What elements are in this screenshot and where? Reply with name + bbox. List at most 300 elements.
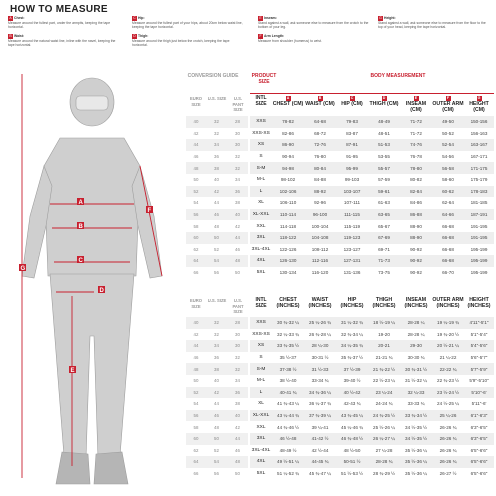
- table-cell: 6'5"-6'6": [464, 456, 494, 468]
- measure-letter-badge: B: [318, 96, 322, 100]
- table-cell: 31 ½-33: [304, 363, 336, 375]
- size-table-in: [250, 317, 494, 479]
- table-cell: 5'10"-6': [464, 387, 494, 399]
- table-cell: 32 ¼-33: [400, 387, 432, 399]
- table-cell: 43 ¾-45 ¼: [336, 410, 368, 422]
- intl-size-cell: XXL: [256, 424, 266, 430]
- table-cell: 118-122: [272, 232, 304, 244]
- table-cell: 26 ¾-28 ¼: [309, 331, 331, 337]
- size-column-header: [464, 96, 494, 113]
- conversion-header: U.S. SIZE: [207, 298, 227, 303]
- table-cell: 28: [227, 317, 248, 329]
- table-cell: 42: [206, 186, 227, 198]
- intl-size-cell: XXS: [250, 317, 272, 329]
- instruction-label: Chest:: [14, 16, 25, 20]
- table-cell: 38: [235, 200, 240, 206]
- table-cell: 32: [227, 363, 248, 375]
- table-cell: 38: [235, 401, 240, 407]
- table-cell: 28 ¾-29 ½: [373, 471, 395, 477]
- table-cell: 32 ¾-34 ¼: [341, 331, 363, 337]
- table-cell: 127-131: [336, 255, 368, 267]
- table-cell: 48: [214, 424, 219, 430]
- table-cell: 45 ¾-47 ¼: [309, 471, 331, 477]
- instruction-letter-badge: A: [9, 16, 12, 20]
- size-column-header: [250, 96, 272, 107]
- table-cell: 49-50: [432, 116, 464, 128]
- table-cell: 66-68: [432, 255, 464, 267]
- column-header: WAIST (CM): [305, 101, 335, 107]
- table-cell: 123-127: [343, 246, 361, 252]
- table-row: [250, 186, 494, 198]
- table-cell: 41-42 ½: [304, 433, 336, 445]
- table-cell: 58: [193, 424, 199, 430]
- intl-size-cell: 5XL: [256, 270, 266, 276]
- table-cell: 42: [193, 331, 199, 337]
- table-cell: 55-57: [368, 162, 400, 174]
- table-cell: 58: [193, 223, 199, 229]
- size-column-header: [272, 298, 304, 309]
- column-header: HEIGHT (CM): [469, 101, 489, 113]
- table-cell: 24 ½-25 ¼: [437, 401, 459, 407]
- measure-letter-badge: F: [446, 96, 450, 100]
- table-cell: 28 ¼-30: [304, 340, 336, 352]
- table-cell: 86-90: [272, 139, 304, 151]
- table-cell: 45 ¼-46 ¾: [341, 424, 363, 430]
- instruction-letter-badge: D: [133, 34, 136, 38]
- column-header: OUTER ARM (INCHES): [432, 297, 464, 309]
- table-cell: 50: [206, 232, 227, 244]
- table-cell: 25 ¼-26: [432, 410, 464, 422]
- table-cell: 19 ¼-19 ¾: [432, 317, 464, 329]
- size-column-header: [304, 96, 336, 108]
- table-row: [250, 128, 494, 140]
- table-cell: 102-106: [272, 186, 304, 198]
- table-cell: 67-69: [368, 232, 400, 244]
- table-cell: 84-86: [410, 200, 422, 206]
- table-row: [250, 116, 494, 128]
- table-cell: 54: [193, 401, 199, 407]
- pants-shape: [50, 274, 134, 458]
- measure-letter-badge: G: [477, 96, 481, 100]
- table-cell: 46: [193, 355, 199, 361]
- instruction-label: Waist:: [14, 34, 25, 38]
- measure-letter-badge: C: [350, 96, 354, 100]
- table-cell: 34: [235, 177, 240, 183]
- table-cell: 66-68: [442, 246, 454, 252]
- table-cell: 34 ¾-36 ¼: [304, 387, 336, 399]
- column-header: THIGH (CM): [369, 101, 399, 107]
- table-cell: 51 ½-53 ½: [341, 471, 363, 477]
- table-row: [250, 352, 494, 364]
- table-cell: 110-114: [272, 209, 304, 221]
- table-row: [250, 421, 494, 433]
- table-cell: 30-31 ½: [311, 355, 329, 361]
- table-cell: 48-49 ½: [279, 447, 297, 453]
- table-cell: 32 ¼-33 ¾: [277, 331, 299, 337]
- table-cell: 171-175: [464, 162, 494, 174]
- table-row: [186, 139, 248, 151]
- size-table-cm: [250, 116, 494, 278]
- table-row: [186, 209, 248, 221]
- table-cell: 59-61: [368, 186, 400, 198]
- size-column-header: [368, 298, 400, 309]
- table-cell: 68-72: [314, 130, 326, 136]
- intl-size-cell: XS: [250, 340, 272, 352]
- table-cell: 195-199: [470, 270, 488, 276]
- table-cell: 72-76: [304, 139, 336, 151]
- table-row: [250, 398, 494, 410]
- size-column-header: [272, 96, 304, 108]
- figure-label-a: A: [78, 200, 83, 206]
- size-column-header: [304, 298, 336, 309]
- instruction-letter-badge: C: [133, 16, 136, 20]
- column-header: INTL SIZE: [255, 297, 267, 309]
- table-cell: 51-53: [368, 139, 400, 151]
- table-cell: 26-26 ¾: [432, 433, 464, 445]
- table-cell: 99-103: [344, 177, 360, 183]
- table-cell: 62-64: [442, 200, 454, 206]
- table-cell: 30-30 ¾: [407, 355, 425, 361]
- table-cell: 63-65: [368, 209, 400, 221]
- table-cell: 33-33 ¾: [407, 401, 425, 407]
- table-row: [186, 128, 248, 140]
- table-row: [186, 329, 248, 341]
- table-row: [186, 387, 248, 399]
- table-cell: 20-21: [368, 340, 400, 352]
- table-row: [250, 232, 494, 244]
- table-cell: 25 ½-26 ¼: [373, 424, 395, 430]
- table-cell: 34 ¼-35 ¾: [336, 340, 368, 352]
- table-row: [186, 398, 248, 410]
- table-row: [250, 363, 494, 375]
- size-column-header: [432, 298, 464, 309]
- table-cell: 82-86: [282, 130, 294, 136]
- header-rule: [250, 93, 494, 94]
- intl-size-cell: 3XL-4XL: [251, 447, 271, 453]
- table-cell: 54: [193, 200, 199, 206]
- intl-size-cell: XXS-XS: [252, 331, 270, 337]
- table-cell: 32: [214, 130, 219, 136]
- conversion-header: EURO SIZE: [189, 96, 203, 107]
- table-cell: 187-191: [464, 209, 494, 221]
- table-cell: 79-83: [336, 116, 368, 128]
- table-cell: 175-179: [470, 177, 488, 183]
- table-cell: 6'1"-6'3": [464, 410, 494, 422]
- table-cell: 111-115: [336, 209, 368, 221]
- table-cell: 19-20: [378, 331, 390, 337]
- intl-size-cell: 3XL: [250, 232, 272, 244]
- table-cell: 71-72: [400, 116, 432, 128]
- measure-letter-badge: D: [382, 96, 386, 100]
- table-row: [186, 433, 248, 445]
- table-cell: 40: [214, 177, 219, 183]
- table-cell: 54: [206, 255, 227, 267]
- table-cell: 90-92: [410, 270, 422, 276]
- table-cell: 26 ¼-27 ¼: [368, 433, 400, 445]
- table-cell: 46: [206, 209, 227, 221]
- table-cell: 5'6"-5'7": [470, 355, 488, 361]
- table-cell: 5'1"-5'4": [470, 331, 488, 337]
- table-cell: 35 ½-36 ¼: [400, 456, 432, 468]
- table-row: [186, 445, 248, 457]
- table-cell: 39-40 ½: [343, 378, 361, 384]
- table-cell: 114-118: [279, 223, 297, 229]
- table-cell: 90-94: [282, 154, 294, 160]
- table-cell: 48-51: [378, 130, 390, 136]
- instruction-letter-badge: E: [259, 16, 262, 20]
- table-cell: 44 ¾-46 ½: [277, 424, 299, 430]
- table-cell: 41 ¾-43 ¼: [277, 401, 299, 407]
- table-cell: 126-130: [272, 255, 304, 267]
- table-cell: 34 ½-35 ½: [405, 424, 427, 430]
- instruction-label: Height:: [384, 16, 396, 20]
- instruction-d: [132, 34, 244, 48]
- table-cell: 191-195: [464, 232, 494, 244]
- instruction-text: Measure around the fullest part of your hips, about 20cm below waist line, keeping the tape horizontal.: [132, 20, 243, 30]
- page-title: HOW TO MEASURE: [10, 4, 108, 15]
- table-cell: 5'4"-5'6": [464, 340, 494, 352]
- table-cell: 66: [193, 471, 199, 477]
- table-cell: 54-56: [442, 154, 454, 160]
- table-cell: 6'3"-6'5": [464, 433, 494, 445]
- table-cell: 64-68: [304, 116, 336, 128]
- table-cell: 66-70: [442, 270, 454, 276]
- table-cell: 44: [186, 139, 206, 151]
- jacket-shape: [44, 138, 140, 276]
- table-cell: 76-78: [410, 154, 422, 160]
- table-cell: 82-84: [400, 186, 432, 198]
- table-cell: 21-21 ¾: [375, 355, 393, 361]
- table-row: [186, 375, 248, 387]
- instruction-letter-badge: G: [379, 16, 382, 20]
- table-cell: 80-82: [410, 177, 422, 183]
- table-cell: 35 ½-37: [279, 355, 297, 361]
- table-cell: 32: [235, 154, 240, 160]
- table-row: [186, 116, 248, 128]
- table-cell: 30: [227, 340, 248, 352]
- table-row: [250, 151, 494, 163]
- table-cell: 94-98: [272, 162, 304, 174]
- intl-size-cell: XXL: [256, 223, 266, 229]
- intl-size-cell: XL: [258, 401, 264, 407]
- table-cell: 27 ¼-28: [375, 447, 393, 453]
- size-column-header: [400, 298, 432, 309]
- size-column-header: [368, 96, 400, 108]
- table-cell: 42: [206, 387, 227, 399]
- table-cell: 52-54: [432, 139, 464, 151]
- figure-label-f: F: [147, 208, 152, 214]
- column-header: INTL SIZE: [255, 95, 267, 107]
- table-row: [186, 340, 248, 352]
- table-row: [250, 433, 494, 445]
- column-header: HIP (CM): [341, 101, 363, 107]
- table-row: [250, 445, 494, 457]
- table-cell: 96-100: [304, 209, 336, 221]
- table-cell: 36: [227, 186, 248, 198]
- table-row: [186, 352, 248, 364]
- intl-size-cell: S: [259, 154, 263, 160]
- table-cell: 65-67: [378, 223, 390, 229]
- table-cell: 104-108: [304, 232, 336, 244]
- table-cell: 48: [227, 456, 248, 468]
- table-cell: 58-60: [442, 177, 454, 183]
- conversion-header: U.S. SIZE: [207, 96, 227, 101]
- table-cell: 50: [193, 177, 199, 183]
- table-cell: 106-110: [279, 200, 297, 206]
- table-cell: 36: [214, 355, 219, 361]
- table-cell: 42-43 ¾: [343, 401, 361, 407]
- intl-size-cell: S-M: [250, 363, 272, 375]
- table-cell: 50: [193, 378, 199, 384]
- table-cell: 88-90: [400, 232, 432, 244]
- table-row: [186, 255, 248, 267]
- table-cell: 21 ¾-22 ½: [368, 363, 400, 375]
- table-cell: 71-72: [410, 130, 422, 136]
- rider-figure: [0, 66, 180, 496]
- table-row: [186, 174, 248, 186]
- figure-label-e: E: [70, 368, 75, 374]
- table-cell: 78-82: [272, 116, 304, 128]
- table-cell: 95-99: [336, 162, 368, 174]
- table-cell: 32: [214, 331, 219, 337]
- table-cell: 66-68: [442, 223, 454, 229]
- table-row: [250, 255, 494, 267]
- table-cell: 57-59: [378, 177, 390, 183]
- table-row: [186, 317, 248, 329]
- table-cell: 64: [186, 456, 206, 468]
- table-cell: 181-185: [470, 200, 488, 206]
- table-cell: 49 ½-51 ¼: [272, 456, 304, 468]
- table-cell: 46 ½-48: [272, 433, 304, 445]
- table-cell: 76-80: [314, 154, 326, 160]
- figure-label-d: D: [99, 288, 104, 294]
- intl-size-cell: XL-XXL: [250, 410, 272, 422]
- table-cell: 115-119: [343, 223, 361, 229]
- table-cell: 56: [186, 410, 206, 422]
- table-row: [250, 244, 494, 256]
- size-column-header: [400, 96, 432, 113]
- table-cell: 28-28 ¾: [368, 456, 400, 468]
- table-cell: 28-28 ¼: [400, 317, 432, 329]
- table-cell: 36: [214, 154, 219, 160]
- table-cell: 56: [214, 270, 219, 276]
- figure-label-g: G: [20, 266, 26, 272]
- table-row: [250, 468, 494, 480]
- table-cell: 40: [186, 317, 206, 329]
- table-cell: 5'11"-6': [471, 401, 487, 407]
- intl-size-cell: M-L: [256, 378, 266, 384]
- instruction-label: Hip:: [138, 16, 145, 20]
- table-row: [186, 267, 248, 279]
- intl-size-cell: L: [250, 387, 272, 399]
- table-cell: 51 ¼-52 ¾: [277, 471, 299, 477]
- table-cell: 33 ¾-34 ½: [400, 410, 432, 422]
- table-cell: 56-58: [432, 162, 464, 174]
- table-cell: 48-49: [368, 116, 400, 128]
- table-cell: 34: [206, 340, 227, 352]
- table-cell: 100-104: [311, 223, 329, 229]
- intl-size-cell: XS: [250, 139, 272, 151]
- conversion-table-in: [186, 317, 248, 479]
- instruction-text: Stand against a wall, ask someone else to measure from the floor to the top of your head, keeping the tape horizontal.: [378, 20, 486, 30]
- table-cell: 191-195: [470, 223, 488, 229]
- table-cell: 52: [214, 447, 219, 453]
- table-cell: 30: [227, 139, 248, 151]
- table-cell: 6'5"-6'6": [470, 471, 488, 477]
- table-cell: 87-91: [336, 139, 368, 151]
- table-cell: 122-126: [279, 246, 297, 252]
- table-cell: 32: [227, 162, 248, 174]
- table-cell: 24 ¾-25 ½: [368, 410, 400, 422]
- table-cell: 64-66: [432, 209, 464, 221]
- column-header: HIP (INCHES): [340, 297, 364, 309]
- table-row: [250, 456, 494, 468]
- column-header: OUTER ARM (CM): [432, 101, 464, 113]
- table-cell: 156-163: [470, 130, 488, 136]
- table-cell: 5'9"-5'10": [469, 378, 489, 384]
- table-cell: 74-76: [400, 139, 432, 151]
- table-row: [250, 375, 494, 387]
- table-cell: 25 ¼-26 ¾: [304, 317, 336, 329]
- conversion-table-cm: [186, 116, 248, 278]
- table-cell: 33 ¾-35 ½: [272, 340, 304, 352]
- table-cell: 28-28 ¼: [407, 331, 425, 337]
- table-row: [250, 387, 494, 399]
- table-cell: 44: [227, 232, 248, 244]
- table-row: [250, 267, 494, 279]
- table-cell: 42 ½-44: [311, 447, 329, 453]
- table-cell: 30 ¾-31 ½: [400, 363, 432, 375]
- table-cell: 66-68: [432, 232, 464, 244]
- table-cell: 66: [193, 270, 199, 276]
- table-row: [250, 162, 494, 174]
- table-cell: 22 ½-23 ¼: [373, 378, 395, 384]
- size-column-header: [432, 96, 464, 113]
- table-cell: 21 ¼-22: [439, 355, 457, 361]
- instruction-label: Thigh:: [138, 34, 149, 38]
- table-cell: 34: [235, 378, 240, 384]
- table-cell: 40-41 ¾: [272, 387, 304, 399]
- table-cell: 46 ¾-48 ½: [336, 433, 368, 445]
- column-header: INSEAM (INCHES): [404, 297, 428, 309]
- table-cell: 30: [235, 331, 240, 337]
- table-cell: 163-167: [464, 139, 494, 151]
- table-cell: 26-26 ¾: [432, 456, 464, 468]
- table-row: [250, 317, 494, 329]
- table-cell: 6'3"-6'5": [470, 424, 488, 430]
- table-row: [186, 421, 248, 433]
- table-row: [186, 162, 248, 174]
- table-cell: 108-112: [311, 246, 329, 252]
- table-cell: 35 ¾-37 ½: [341, 355, 363, 361]
- table-cell: 178-183: [464, 186, 494, 198]
- column-header: HEIGHT (INCHES): [467, 297, 491, 309]
- right-boot-shape: [94, 452, 128, 484]
- table-cell: 46: [193, 154, 199, 160]
- table-cell: 48: [186, 162, 206, 174]
- intl-size-cell: XL: [258, 200, 264, 206]
- table-cell: 40 ½-42: [336, 387, 368, 399]
- column-header: THIGH (INCHES): [372, 297, 396, 309]
- table-cell: 39 ¼-41: [311, 424, 329, 430]
- table-row: [186, 220, 248, 232]
- table-cell: 37 ½-39: [336, 363, 368, 375]
- table-cell: 73-75: [378, 270, 390, 276]
- table-cell: 20 ½-21 ¼: [432, 340, 464, 352]
- table-cell: 46: [206, 410, 227, 422]
- table-row: [250, 340, 494, 352]
- intl-size-cell: 4XL: [250, 456, 272, 468]
